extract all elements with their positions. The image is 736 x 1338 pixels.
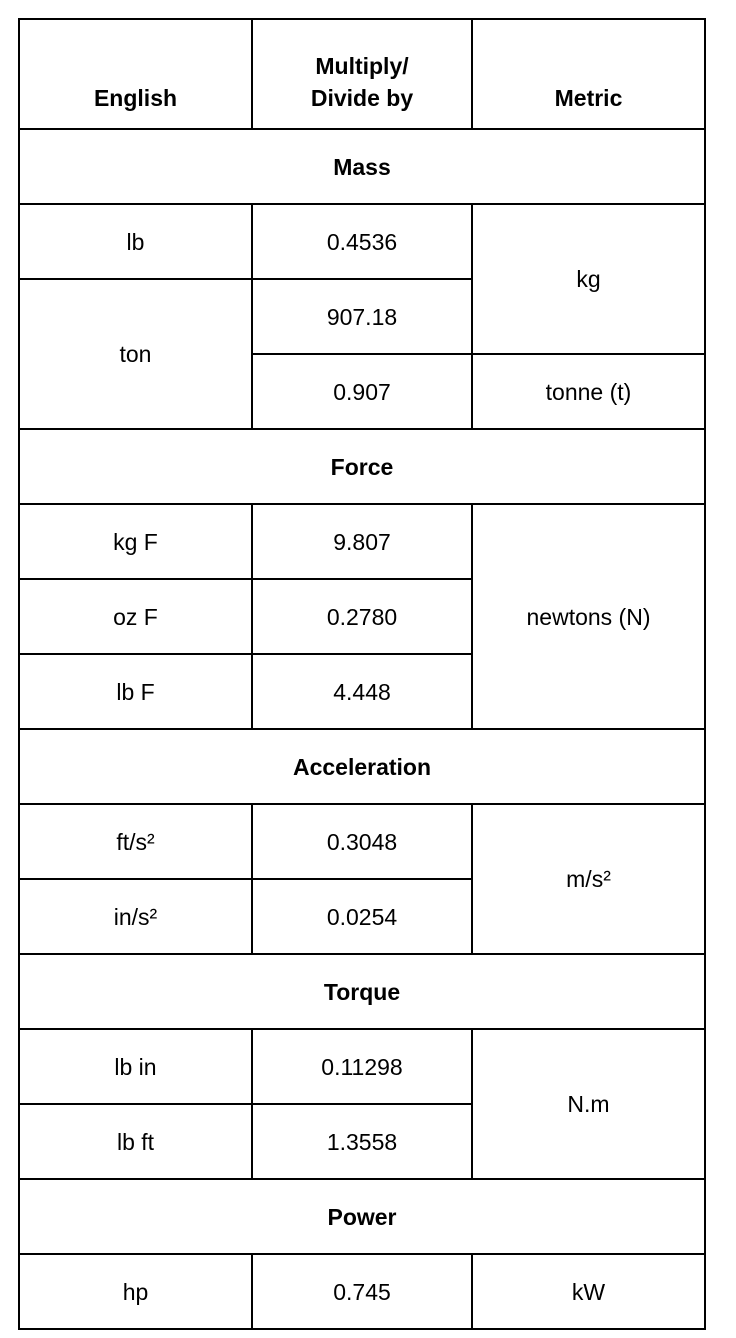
factor-cell: 0.745 (252, 1254, 472, 1329)
factor-cell: 907.18 (252, 279, 472, 354)
english-cell: lb F (19, 654, 252, 729)
english-cell: oz F (19, 579, 252, 654)
header-metric: Metric (472, 19, 705, 129)
section-title-mass: Mass (19, 129, 705, 204)
factor-cell: 0.4536 (252, 204, 472, 279)
section-title-power: Power (19, 1179, 705, 1254)
english-cell: lb in (19, 1029, 252, 1104)
table-row (19, 504, 705, 579)
english-cell: ton (19, 279, 252, 429)
factor-cell: 1.3558 (252, 1104, 472, 1179)
section-row-mass (19, 129, 705, 204)
section-row-acceleration (19, 729, 705, 804)
english-cell: hp (19, 1254, 252, 1329)
factor-cell: 9.807 (252, 504, 472, 579)
metric-cell: N.m (472, 1029, 705, 1179)
factor-cell: 0.11298 (252, 1029, 472, 1104)
section-row-power (19, 1179, 705, 1254)
factor-cell: 0.0254 (252, 879, 472, 954)
section-title-acceleration: Acceleration (19, 729, 705, 804)
factor-cell: 0.2780 (252, 579, 472, 654)
unit-conversion-table (18, 18, 706, 1330)
english-cell: lb ft (19, 1104, 252, 1179)
english-cell: in/s² (19, 879, 252, 954)
header-row (19, 19, 705, 129)
section-row-torque (19, 954, 705, 1029)
section-row-force (19, 429, 705, 504)
metric-cell: kW (472, 1254, 705, 1329)
english-cell: kg F (19, 504, 252, 579)
section-title-force: Force (19, 429, 705, 504)
table-row (19, 804, 705, 879)
metric-cell: newtons (N) (472, 504, 705, 729)
table-row (19, 204, 705, 279)
section-title-torque: Torque (19, 954, 705, 1029)
table-row (19, 1254, 705, 1329)
header-factor-line1: Multiply/ (315, 53, 409, 79)
metric-cell: m/s² (472, 804, 705, 954)
english-cell: lb (19, 204, 252, 279)
header-factor (252, 19, 472, 129)
english-cell: ft/s² (19, 804, 252, 879)
header-english: English (19, 19, 252, 129)
metric-cell: tonne (t) (472, 354, 705, 429)
factor-cell: 0.907 (252, 354, 472, 429)
header-factor-line2: Divide by (310, 85, 414, 111)
factor-cell: 4.448 (252, 654, 472, 729)
metric-cell: kg (472, 204, 705, 354)
factor-cell: 0.3048 (252, 804, 472, 879)
table-row (19, 1029, 705, 1104)
